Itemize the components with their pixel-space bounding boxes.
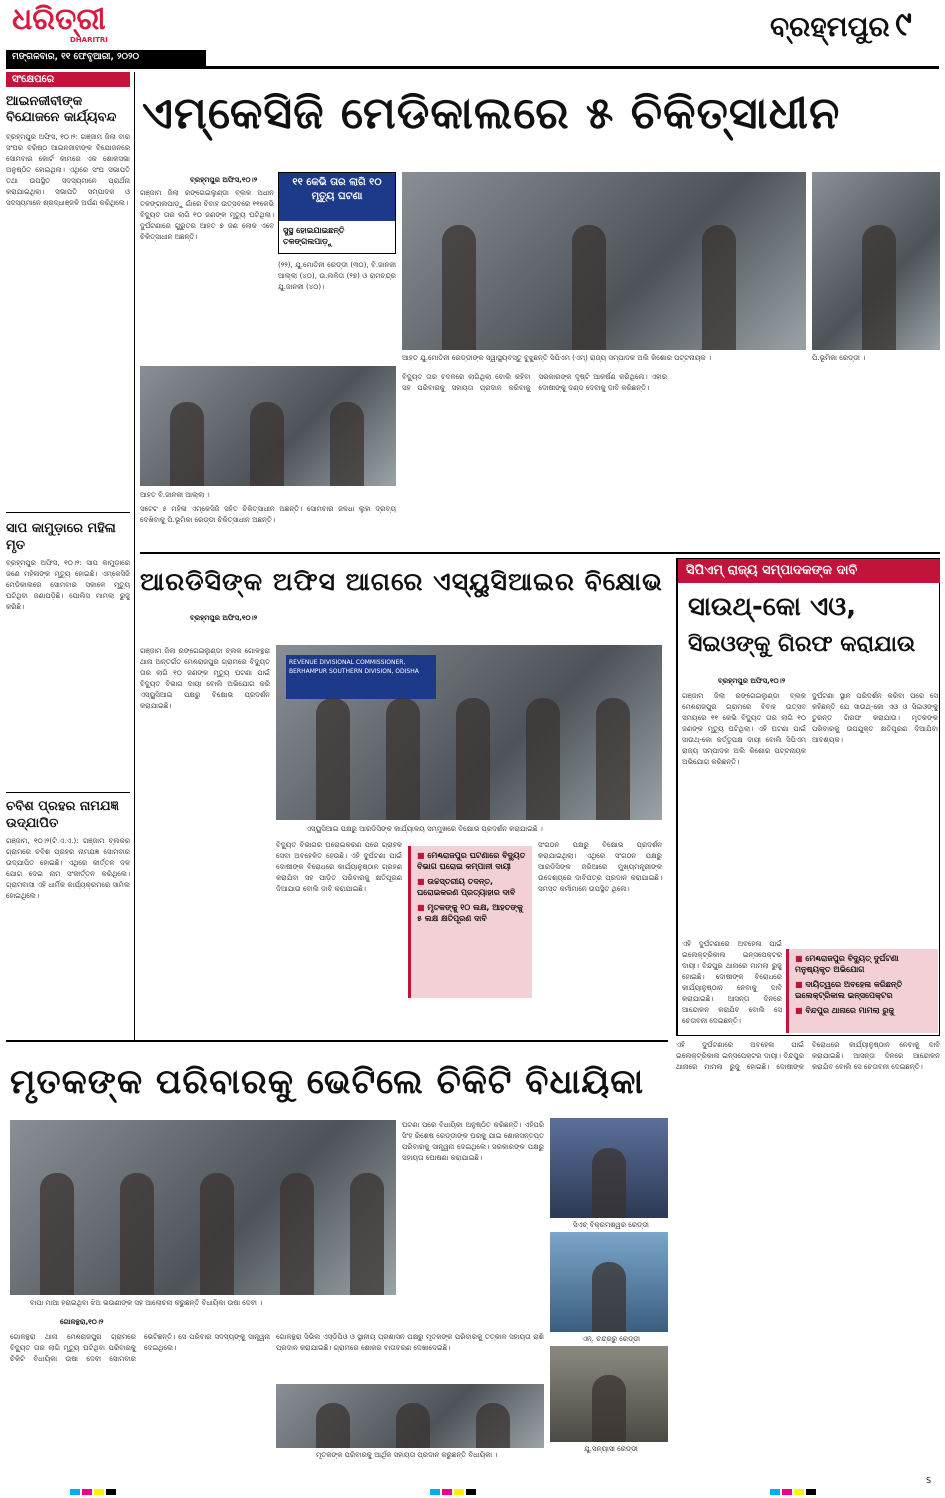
bullet-item: ■ ମେଣ୍ଢରାଜପୁର ବିଦ୍ୟୁତ୍ ଦୁର୍ଘଟଣା ମନୁଷ୍ୟକୃତ ଅଭିଯୋଗ [795, 953, 932, 975]
photo-figure [316, 698, 350, 821]
story2-bullets [408, 846, 532, 998]
portrait-photo [550, 1232, 668, 1332]
masthead-rule [6, 66, 939, 69]
section-rule [6, 1040, 668, 1042]
edition-name: ବ୍ରହ୍ମପୁର [770, 10, 890, 43]
story3-tag: ସିପିଏମ୍ ରାଜ୍ୟ ସମ୍ପାଦକଙ୍କ ଦାବି [678, 559, 940, 583]
story4-headline: ମୃତକଙ୍କ ପରିବାରକୁ ଭେଟିଲେ ଚିକିଟି ବିଧାୟିକା [10, 1062, 645, 1102]
photo-figure [316, 1403, 350, 1448]
story2-text3: ସଂଗଠନ ପକ୍ଷରୁ ବିକ୍ଷୋଭ ପ୍ରଦର୍ଶନ କରାଯାଇଥିଲା। ଏଥିରେ ସଂଗଠନ ପକ୍ଷରୁ ଆରଡିସିଙ୍କ ଜରିଆରେ ମୁଖ୍ୟମନ୍ତ୍ରୀଙ୍କ ଉଦ୍ଦେଶ୍ୟରେ ଦାବିପତ୍ର ପ୍ରଦାନ କରାଯାଇଛି। ସମସ୍ତ କର୍ମୀମାନେ ଉପସ୍ଥିତ ଥିଲେ। [538, 841, 662, 893]
photo-figure [330, 402, 364, 486]
photo-figure [596, 698, 630, 821]
photo-figure [862, 225, 896, 350]
story1-dateline: ବ୍ରହ୍ମପୁର ଅଫିସ,୧୦।୨ [190, 176, 258, 184]
story2-text1: ଗଞ୍ଜାମ ଜିଲା ରଙ୍ଗେଇଲୁଣ୍ଡା ବ୍ଲକ ଗୋଳନ୍ଥରା ଥାନା ଅନ୍ତର୍ଗତ ମେଣ୍ଢରାଜପୁର ଗ୍ରାମରେ ବିଦ୍ୟୁତ ତାର ଲାଗି ୧୦ ଜଣଙ୍କ ମୃତ୍ୟୁ ଘଟଣା ପାଇଁ ବିଦ୍ୟୁତ ବିଭାଗ ଦାୟୀ ବୋଲି ଅଭିଯୋଗ କରି ଏସ୍‌ୟୁସିଆଇ ପକ୍ଷରୁ ବିକ୍ଷୋଭ ପ୍ରଦର୍ଶନ କରାଯାଇଛି। [140, 647, 270, 710]
story2-photo-caption: ଏସ୍‌ୟୁସିଆଇ ପକ୍ଷରୁ ଆରଡିସିଙ୍କ କାର୍ଯ୍ୟାଳୟ ସମ୍ମୁଖରେ ବିକ୍ଷୋଭ ପ୍ରଦର୍ଶନ କରାଯାଇଛି । [306, 825, 543, 833]
story1-headline: ଏମ୍‌କେସିଜି ମେଡିକାଲରେ ୫ ଚିକିତ୍ସାଧୀନ [142, 88, 841, 139]
story4-dateline: ଗୋଳନ୍ଥରା,୧୦।୨ [60, 1318, 104, 1326]
issue-date: ମଙ୍ଗଳବାର, ୧୧ ଫେବୃଆରୀ, ୨୦୨୦ [12, 52, 140, 62]
story4-text3: ଗୋଳନ୍ଥରା ସିଭିଲ ଏସ୍‌ଡିପିଓ ଓ ସ୍ଥାନୀୟ ପ୍ରଶାସନ ପକ୍ଷରୁ ମୃତକଙ୍କ ପରିବାରକୁ ତତ୍କାଳ ସହାୟତା ରାଶି ପ୍ରଦାନ କରାଯାଇଛି। ଗ୍ରାମରେ ଶୋକର ବାତାବରଣ ଦେଖାଦେଇଛି। [276, 1333, 544, 1352]
story1-infobox [278, 172, 396, 254]
story2-dateline: ବ୍ରହ୍ମପୁର ଅଫିସ,୧୦।୨ [190, 614, 258, 622]
office-banner-text: REVENUE DIVISIONAL COMMISSIONER, BERHAMPUR SOUTHERN DIVISION, ODISHA [289, 659, 419, 675]
photo-figure [526, 698, 560, 821]
photo-figure [350, 1173, 384, 1296]
photo-figure [200, 1173, 234, 1296]
page-marker: S [926, 1476, 932, 1485]
story3-text2: ଦୁର୍ଘଟଣା ସ୍ଥାନ ପରିଦର୍ଶନ କରିବା ପରେ ସେ କହିଛନ୍ତି ଯେ ସାଉଥ୍-କୋ ଏଓ ଓ ସିଇଓଙ୍କୁ ତୁରନ୍ତ ଗିରଫ କରାଯାଉ। ମୃତକଙ୍କ ପରିବାରକୁ ଉପଯୁକ୍ତ କ୍ଷତିପୂରଣ ଦିଆଯିବା ଆବଶ୍ୟକ। [812, 692, 938, 744]
story3-headline-line1: ସାଉଥ୍-କୋ ଏଓ, [688, 592, 857, 622]
infobox-bullet: ସୁସ୍ଥ ହୋଇଯାଇଛନ୍ତି ତଳଙ୍ଗଲପାଡ଼ୁ [283, 226, 345, 246]
story1-photo1-caption: ଆହତ ଯୁ.ମୋତିନୀ ରେଡ୍ଡୀଙ୍କ ସ୍ୱାସ୍ଥ୍ୟବସ୍ତୁ ବୁଝୁଛନ୍ତି ସିପିଏମ (ଏମ୍) ରାଜ୍ୟ ସମ୍ପାଦକ ଅଲି କିଶୋର ପଟ୍ଟନାୟକ । [402, 354, 712, 362]
print-footer [0, 1466, 945, 1498]
logo [6, 2, 196, 46]
story1-text3: ସଟେଟ ୫ ମହିଳା ଏମ୍‌କେସିଜି ସହିତ ଚିକିତ୍ସାଧୀନ ଅଛନ୍ତି। ସୋମବାର ଜଳଧା ଲୁହା ଦ୍ରବ୍ୟ ଦେଖିବାକୁ ପି.ଭୂମିକା ରେଡ୍ଡୀ ଚିକିତ୍ସାଧୀନ ଅଛନ୍ତି। [140, 505, 396, 524]
bullet-item: ■ ଦାୟିତ୍ୱରେ ଅବହେଳା କରିଛନ୍ତି ଇଲେକ୍‌ଟ୍ରିକାଲ ଇନ୍‌ସପେକ୍ଟର [795, 979, 932, 1001]
briefs-column [6, 72, 130, 1072]
story3-text-left: ଏହି ଦୁର୍ଘଟଣାରେ ଅବହେଳା ପାଇଁ ଇଲେକ୍‌ଟ୍ରିକାଲ ଇନ୍‌ସପେକ୍ଟର ଦାୟୀ। ବିନ୍ଦପୁର ଥାନାରେ ମାମଲା ରୁଜୁ ହୋଇଛି। ଦୋଷୀଙ୍କ ବିରୋଧରେ କାର୍ଯ୍ୟାନୁଷ୍ଠାନ ନେବାକୁ ଦାବି କରାଯାଇଛି। ଆସନ୍ତା ଦିନରେ ଆନ୍ଦୋଳନ କରାଯିବ ବୋଲି ସେ ଚେତାବନୀ ଦେଇଛନ୍ତି। [682, 940, 782, 1025]
story1-text4: ବିଦ୍ୟୁତ ତାର ବଦଳରେ ଲାଗିଥିଲା ବୋଲି କହିବା ସହ ପରିବାରକୁ ସହାୟତା ପ୍ରଦାନ କରିବାକୁ ସରକାରଙ୍କ ଦୃଷ୍ଟି ଆକର୍ଷଣ କରିଥିଲେ। ଏହାର ଦୋଷୀଙ୍କୁ ଦଣ୍ଡ ଦେବାକୁ ଦାବି କରିଛନ୍ତି। [402, 373, 667, 392]
story1-photo1 [402, 172, 806, 350]
story2-headline: ଆରଡିସିଙ୍କ ଅଫିସ ଆଗରେ ଏସ୍‌ୟୁସିଆଇର ବିକ୍ଷୋଭ [140, 567, 663, 596]
story2-text2: ବିଦ୍ୟୁତ ବିଭାଗର ଘରୋଇକରଣ ପରେ ଗ୍ରାହକ ସେବା ଅବହେଳିତ ହେଉଛି। ଏହି ଦୁର୍ଘଟଣା ପାଇଁ ଦୋଷୀଙ୍କ ବିରୋଧରେ କାର୍ଯ୍ୟାନୁଷ୍ଠାନ ଗ୍ରହଣ କରାଯିବା ସହ ପୀଡ଼ିତ ପରିବାରକୁ କ୍ଷତିପୂରଣ ଦିଆଯାଉ ବୋଲି ଦାବି କରାଯାଇଛି। [276, 841, 402, 893]
registration-marks [770, 1480, 818, 1498]
portrait-column [550, 1118, 668, 1456]
story1-text1: ଗଞ୍ଜାମ ଜିଲା ରଙ୍ଗେଇଲୁଣ୍ଡା ବ୍ଲକ ଅଧୀନ ତଳଙ୍ଗଲପାଡ଼ୁ ଗାଁରେ ବିବାହ ଉତ୍ସବରେ ୧୧କେଭି ବିଦ୍ୟୁତ ତାର ଲାଗି ୧୦ ଜଣଙ୍କ ମୃତ୍ୟୁ ଘଟିଥିଲା। ଦୁର୍ଘଟଣାରେ ଗୁରୁତର ଆହତ ୭ ଜଣ ଲୋକ ଏବେ ଚିକିତ୍ସାଧୀନ ଅଛନ୍ତି। [140, 189, 274, 241]
office-banner [286, 655, 436, 699]
photo-figure [702, 225, 736, 350]
story4-text2: ଗୋଳନ୍ଥରା ଥାନା ମେଣ୍ଢରାଜପୁର ଗ୍ରାମରେ ବିଦ୍ୟୁତ ତାର ଲାଗି ମୃତ୍ୟୁ ଘଟିଥିବା ପରିବାରକୁ ଚିକିଟି ବିଧାୟିକା ଉଷା ଦେବୀ ସୋମବାର ଭେଟିଛନ୍ତି। ସେ ପରିବାର ସଦସ୍ୟଙ୍କୁ ସାନ୍ତ୍ୱନା ଦେଇଥିଲେ। [10, 1333, 270, 1363]
brief-divider [6, 792, 130, 793]
bullet-item: ■ ବିନ୍ଦପୁର ଥାନାରେ ମାମଲା ରୁଜୁ [795, 1005, 932, 1016]
story3-continued: ଏହି ଦୁର୍ଘଟଣାରେ ଅବହେଳା ପାଇଁ ଇଲେକ୍‌ଟ୍ରିକାଲ ଇନ୍‌ସପେକ୍ଟର ଦାୟୀ। ବିନ୍ଦପୁର ଥାନାରେ ମାମଲା ରୁଜୁ ହୋଇଛି। ଦୋଷୀଙ୍କ ବିରୋଧରେ କାର୍ଯ୍ୟାନୁଷ୍ଠାନ ନେବାକୁ ଦାବି କରାଯାଇଛି। ଆସନ୍ତା ଦିନରେ ଆନ୍ଦୋଳନ କରାଯିବ ବୋଲି ସେ ଚେତାବନୀ ଦେଇଛନ୍ତି। [676, 1041, 940, 1071]
brief1-text: ବ୍ରହ୍ମପୁର ଅଫିସ, ୧୦।୨: ଗଞ୍ଜାମ ଜିଲା ବାର ସଂଘର ବରିଷ୍ଠ ଆଇନଜୀବୀଙ୍କ ବିଯୋଜନରେ ସୋମବାର କୋର୍ଟ କାମରେ ଏକ ଶୋକସଭା ଅନୁଷ୍ଠିତ ହୋଇଥିଲା। ଏଥିରେ ସଂଘ ସଭାପତି ତଥା ଉପସ୍ଥିତ ସଦସ୍ୟମାନେ ପ୍ରାର୍ଥନା କରାଯାଇଥିଲା। ସଭାପତି ସମ୍ପାଦକ ଓ ସଦସ୍ୟମାନେ ଶ୍ରଦ୍ଧାଞ୍ଜଳି ଅର୍ପଣ କରିଥିଲେ। [6, 133, 130, 207]
photo-figure [592, 1262, 626, 1332]
brief-divider [6, 512, 130, 513]
photo-figure [40, 1173, 74, 1296]
bullet-item: ■ ମୃତକଙ୍କୁ ୧୦ ଲକ୍ଷ, ଆହତଙ୍କୁ ୫ ଲକ୍ଷ କ୍ଷତିପୂରଣ ଦାବି [417, 902, 526, 924]
story1-photo2 [812, 172, 940, 350]
photo-figure [120, 1173, 154, 1296]
photo-figure [386, 698, 420, 821]
photo-figure [572, 225, 606, 350]
story3-bullets [786, 949, 938, 1033]
story4-photo-caption: ବାପା ମାଆ ହରାଇଥିବା ଝିଅ ଭଉଣୀଙ୍କ ସହ ଆଲୋଚନା କରୁଛନ୍ତି ବିଧାୟିକା ଉଷା ଦେବୀ । [30, 1299, 263, 1307]
story4-text1: ଘଟଣା ପରେ ବିଧାୟିକା ଅନୁଷ୍ଠିତ କରିଛନ୍ତି। ଏହିପରି ସିଂହ ରିଶେଷ ରେଡ୍ଡୀଙ୍କ ଘରକୁ ଯାଇ ଶୋକସନ୍ତପ୍ତ ପରିବାରକୁ ସାନ୍ତ୍ୱନା ଦେଇଥିଲେ। ସରକାରଙ୍କ ପକ୍ଷରୁ ସହାୟତା ଘୋଷଣା କରାଯାଇଛି। [402, 1121, 544, 1162]
photo-figure [456, 698, 490, 821]
logo-sub: DHARITRI [70, 36, 108, 44]
photo-figure [396, 1403, 430, 1448]
story4-photo [10, 1120, 396, 1295]
section-rule [140, 552, 940, 554]
story2-photo [276, 645, 662, 820]
masthead [0, 0, 945, 68]
bullet-item: ■ ମେଣ୍ଢରାଜପୁର ଘଟଣାରେ ବିଦ୍ୟୁତ ବିଭାଗ ଘରୋଇ କମ୍ପାନୀ ଦାୟୀ [417, 850, 526, 872]
photo-figure [442, 225, 476, 350]
brief3-title: ଚବିଶ ପ୍ରହର ନାମଯଜ୍ଞ ଉଦ୍‌ଯାପିତ [6, 799, 119, 831]
story1-photo3 [140, 366, 396, 486]
portrait-photo [550, 1346, 668, 1442]
logo-text: ଧରିତ୍ରୀ [12, 2, 106, 37]
registration-marks [430, 1480, 478, 1498]
story1-text2: (୨୨), ଯୁ.ମୋତିନୀ ରେଡ୍ଡୀ (୩୦), ବି.ଜାନକୀ ଆଲ୍ଲା (୪୦), ଉ.ଲଳିତା (୨୭) ଓ ରାମଚନ୍ଦ୍ର ଯୁ.ଜାନକୀ (୪୦)। [278, 261, 396, 291]
photo-figure [592, 1148, 626, 1218]
brief3-text: ଗଞ୍ଜାମ, ୧୦।୨(ଟି.ଏ.ଏ.): ଗଞ୍ଜାମ ବ୍ଲକର ଗ୍ରାମରେ ଚବିଶ ପ୍ରହର ନାମଯଜ୍ଞ ସୋମବାର ଉଦ୍‌ଯାପିତ ହୋଇଛି। ଏଥିରେ କୀର୍ତ୍ତନ ଦଳ ଯୋଗ ଦେଇ ନାମ ସଂକୀର୍ତ୍ତନ କରିଥିଲେ। ଗ୍ରାମବାସୀ ଏହି ଧାର୍ମିକ କାର୍ଯ୍ୟକ୍ରମରେ ସାମିଲ ହୋଇଥିଲେ। [6, 837, 130, 900]
bullet-item: ■ ଉଚ୍ଚସ୍ତରୀୟ ତଦନ୍ତ, ଘରୋଇକରଣ ପ୍ରତ୍ୟାହାର ଦାବି [417, 876, 526, 898]
brief1-title: ଆଇନଜୀବୀଙ୍କ ବିଯୋଜନେ କାର୍ଯ୍ୟବନ୍ଦ [6, 94, 117, 125]
brief2-title: ସାପ କାମୁଡ଼ାରେ ମହିଳା ମୃତ [6, 521, 116, 553]
portrait-caption: ସିଏଚ୍ ବିକ୍ରମଶ୍ୱର ରେଡ୍ଡୀ [573, 1221, 649, 1229]
portrait-photo [550, 1118, 668, 1218]
story3-box [676, 558, 940, 1036]
portrait-caption: ଏନ୍. ଚନ୍ଦ୍ରରୁ ରେଡ୍ଡୀ [582, 1335, 640, 1343]
brief2-text: ବ୍ରହ୍ମପୁର ଅଫିସ, ୧୦।୨: ସାପ କାମୁଡ଼ାରେ ଜଣେ ମହିଳାଙ୍କ ମୃତ୍ୟୁ ହୋଇଛି। ଏମ୍‌କେସିଜି ମେଡିକାଲରେ ସୋମବାର ସକାଳେ ମୃତ୍ୟୁ ଘଟିଥିବା ଜଣାପଡ଼ିଛି। ପୋଲିସ ମାମଲା ରୁଜୁ କରିଛି। [6, 559, 130, 611]
story3-headline-line2: ସିଇଓଙ୍କୁ ଗିରଫ କରାଯାଉ [688, 632, 916, 657]
briefs-tag: ସଂକ୍ଷେପରେ [6, 72, 130, 87]
infobox-title: ୧୧ କେଭି ତାର ଲାଗି ୧୦ ମୃତ୍ୟୁ ଘଟଣା [279, 173, 395, 221]
story3-text1: ଗଞ୍ଜାମ ଜିଲା ରଙ୍ଗେଇଲୁଣ୍ଡା ବ୍ଲକ ମେଣ୍ଢରାଜପୁର ଗ୍ରାମରେ ବିବାହ ଉତ୍ସବ ସମୟରେ ୧୧ କେଭି ବିଦ୍ୟୁତ ତାର ଲାଗି ୧୦ ଜଣଙ୍କ ମୃତ୍ୟୁ ଘଟିଥିଲା। ଏହି ଘଟଣା ପାଇଁ ସାଉଥ୍-କୋ କର୍ତ୍ତୃପକ୍ଷ ଦାୟୀ ବୋଲି ସିପିଏମ୍ ରାଜ୍ୟ ସମ୍ପାଦକ ଅଲି କିଶୋର ପଟ୍ଟନାୟକ ଅଭିଯୋଗ କରିଛନ୍ତି। [682, 692, 806, 766]
photo-figure [280, 1173, 314, 1296]
photo-figure [476, 1403, 510, 1448]
date-bar [6, 50, 206, 66]
portrait-caption: ଯୁ.ସନ୍ୟାସୀ ରେଡ୍ଡୀ [584, 1445, 638, 1453]
story4-photo2 [276, 1384, 544, 1448]
column-rule [134, 72, 135, 1040]
story4-photo2-caption: ମୃତକଙ୍କ ପରିବାରକୁ ଆର୍ଥିକ ସହାୟତା ପ୍ରଦାନ କରୁଛନ୍ତି ବିଧାୟିକା । [316, 1451, 498, 1459]
registration-marks [70, 1480, 118, 1498]
photo-figure [592, 1375, 626, 1442]
story3-dateline: ବ୍ରହ୍ମପୁର ଅଫିସ,୧୦।୨ [718, 677, 786, 685]
photo-figure [170, 402, 204, 486]
page-number: ୯ [895, 4, 912, 44]
photo-figure [250, 402, 284, 486]
story1-photo3-caption: ଆହତ ବି.ଜାନକୀ ଆଲ୍ଲା । [140, 491, 210, 499]
story1-photo2-caption: ପି.ଭୂମିକା ରେଡ୍ଡୀ । [812, 354, 866, 362]
